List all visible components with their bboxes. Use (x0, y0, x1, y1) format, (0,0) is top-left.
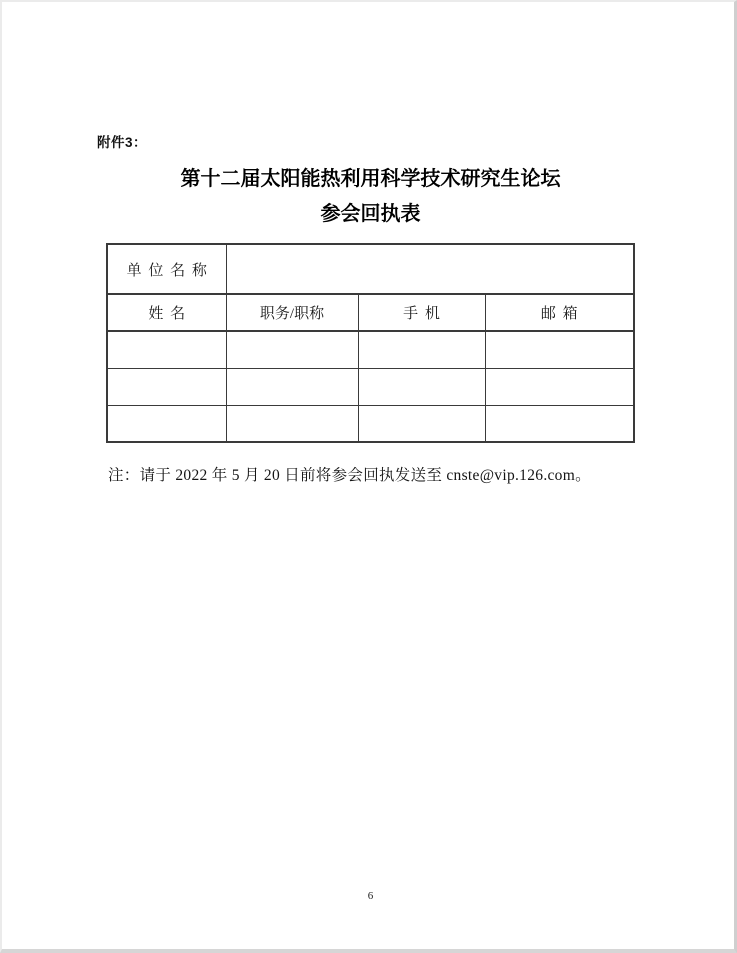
reply-form-table (106, 243, 635, 443)
document-title-line2: 参会回执表 (320, 203, 421, 225)
entry-cell-position[interactable] (226, 331, 358, 368)
table-row (107, 368, 634, 405)
column-header-email: 邮箱 (485, 294, 634, 331)
column-header-position-title: 职务/职称 (226, 294, 358, 331)
document-title-line1: 第十二届太阳能热利用科学技术研究生论坛 (180, 168, 561, 190)
table-row (107, 405, 634, 442)
entry-cell-name[interactable] (107, 331, 226, 368)
attachment-label: 附件3： (97, 135, 148, 150)
note-text: 注：请于 2022 年 5 月 20 日前将参会回执发送至 cnste@vip.126.com。 (108, 467, 591, 484)
entry-cell-email[interactable] (485, 331, 634, 368)
unit-name-row (107, 244, 634, 294)
entry-cell-name[interactable] (107, 368, 226, 405)
entry-cell-email[interactable] (485, 405, 634, 442)
entry-cell-mobile[interactable] (358, 331, 485, 368)
entry-cell-mobile[interactable] (358, 368, 485, 405)
unit-name-value-cell[interactable] (226, 244, 634, 294)
entry-cell-name[interactable] (107, 405, 226, 442)
entry-cell-position[interactable] (226, 405, 358, 442)
table-row (107, 331, 634, 368)
column-header-name: 姓名 (107, 294, 226, 331)
unit-name-label: 单位名称 (107, 244, 226, 294)
entry-cell-mobile[interactable] (358, 405, 485, 442)
table-header-row (107, 294, 634, 331)
entry-cell-position[interactable] (226, 368, 358, 405)
column-header-mobile: 手机 (358, 294, 485, 331)
page-number: 6 (367, 890, 374, 902)
entry-cell-email[interactable] (485, 368, 634, 405)
